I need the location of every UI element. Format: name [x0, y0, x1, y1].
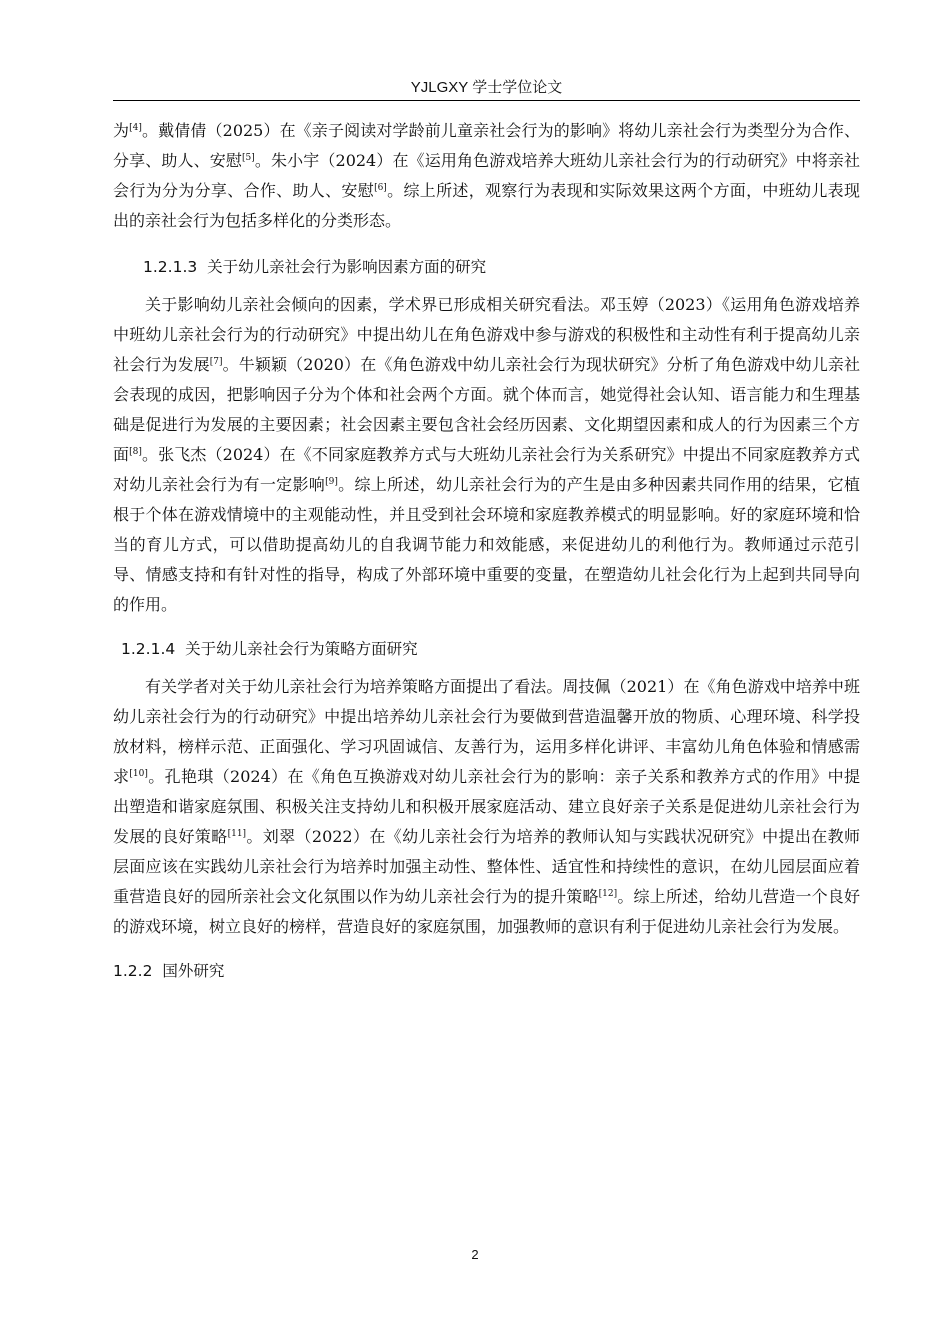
paragraph-text: 。综上所述，幼儿亲社会行为的产生是由多种因素共同作用的结果，它植根于个体在游戏情境中的主观能动性，并且受到社会环境和家庭教养模式的明显影响。好的家庭环境和恰当的育儿方式，可以借助提高幼儿的自我调节能力和效能感，来促进幼儿的利他行为。教师通过示范引导、情感支持和有针对性的指导，构成了外部环境中重要的变量，在塑造幼儿社会化行为上起到共同导向的作用。: [113, 475, 860, 614]
section-title: 国外研究: [162, 962, 225, 980]
citation-ref: [9]: [325, 477, 338, 487]
paragraph-text: 。综上所述，给幼儿营造一个良好的游戏环境，树立良好的榜样，营造良好的家庭氛围，加强教师的意识有利于促进幼儿亲社会行为发展。: [113, 887, 860, 936]
section-number: 1.2.1.4: [121, 640, 176, 658]
citation-ref: [12]: [598, 889, 618, 899]
citation-ref: [4]: [129, 123, 142, 133]
header-rule: [113, 100, 860, 101]
paragraph-text: 。朱小宇（2024）在《运用角色游戏培养大班幼儿亲社会行为的行动研究》中将亲社会行为分为分享、合作、助人、安慰: [113, 151, 860, 200]
paragraph-text: 。牛颖颖（2020）在《角色游戏中幼儿亲社会行为现状研究》分析了角色游戏中幼儿亲社会表现的成因，把影响因子分为个体和社会两个方面。就个体而言，她觉得社会认知、语言能力和生理基础是促进行为发展的主要因素；社会因素主要包含社会经历因素、文化期望因素和成人的行为因素三个方面: [113, 355, 860, 464]
paragraph-text: 。刘翠（2022）在《幼儿亲社会行为培养的教师认知与实践状况研究》中提出在教师层面应该在实践幼儿亲社会行为培养时加强主动性、整体性、适宜性和持续性的意识，在幼儿园层面应着重营造良好的园所亲社会文化氛围以作为幼儿亲社会行为的提升策略: [113, 827, 860, 906]
paragraph-classification: [113, 116, 860, 236]
section-heading-1-2-1-4: [113, 634, 860, 664]
section-heading-1-2-1-3: [113, 252, 860, 282]
paragraph-influencing-factors: [113, 290, 860, 620]
paragraph-text: 。孔艳琪（2024）在《角色互换游戏对幼儿亲社会行为的影响：亲子关系和教养方式的作用》中提出塑造和谐家庭氛围、积极关注支持幼儿和积极开展家庭活动、建立良好亲子关系是促进幼儿亲社会行为发展的良好策略: [113, 767, 860, 846]
citation-ref: [6]: [374, 183, 387, 193]
paragraph-text: 。戴倩倩（2025）在《亲子阅读对学龄前儿童亲社会行为的影响》将幼儿亲社会行为类型分为合作、分享、助人、安慰: [113, 121, 860, 170]
section-title: 关于幼儿亲社会行为策略方面研究: [185, 640, 418, 658]
page-number: 2: [471, 1247, 479, 1262]
paragraph-text: 为: [113, 121, 130, 140]
paragraph-text: 。张飞杰（2024）在《不同家庭教养方式与大班幼儿亲社会行为关系研究》中提出不同家庭教养方式对幼儿亲社会行为有一定影响: [113, 445, 860, 494]
section-heading-1-2-2: [113, 956, 860, 986]
paragraph-text: 有关学者对关于幼儿亲社会行为培养策略方面提出了看法。周技佩（2021）在《角色游戏中培养中班幼儿亲社会行为的行动研究》中提出培养幼儿亲社会行为要做到营造温馨开放的物质、心理环境、科学投放材料，榜样示范、正面强化、学习巩固诚信、友善行为，运用多样化讲评、丰富幼儿角色体验和情感需求: [113, 677, 860, 786]
citation-ref: [8]: [129, 447, 142, 457]
running-header: YJLGXY 学士学位论文: [410, 79, 563, 96]
section-title: 关于幼儿亲社会行为影响因素方面的研究: [207, 258, 487, 276]
page-body: [113, 116, 860, 986]
paragraph-text: 关于影响幼儿亲社会倾向的因素，学术界已形成相关研究看法。邓玉婷（2023）《运用角色游戏培养中班幼儿亲社会行为的行动研究》中提出幼儿在角色游戏中参与游戏的积极性和主动性有利于提高幼儿亲社会行为发展: [113, 295, 860, 374]
citation-ref: [5]: [242, 153, 255, 163]
section-number: 1.2.2: [113, 962, 153, 980]
paragraph-text: 。综上所述，观察行为表现和实际效果这两个方面，中班幼儿表现出的亲社会行为包括多样化的分类形态。: [113, 181, 860, 230]
citation-ref: [7]: [209, 357, 223, 367]
paragraph-strategies: [113, 672, 860, 942]
citation-ref: [10]: [129, 769, 148, 779]
section-number: 1.2.1.3: [143, 258, 198, 276]
citation-ref: [11]: [227, 829, 247, 839]
